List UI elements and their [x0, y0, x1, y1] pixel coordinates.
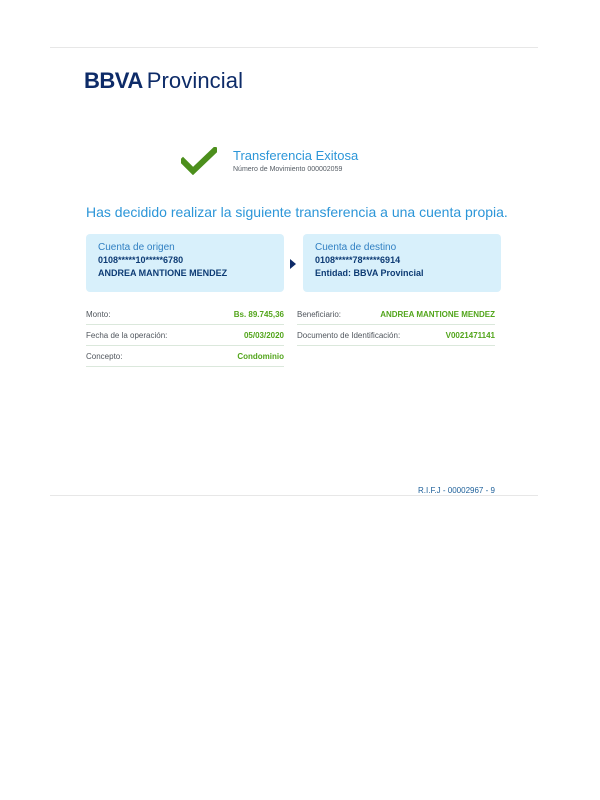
logo-bbva-text: BBVA	[84, 68, 143, 93]
chevron-right-icon	[289, 258, 297, 270]
amount-row	[86, 305, 284, 325]
concept-label: Concepto:	[86, 352, 123, 361]
origin-account-number: 0108*****10*****6780	[98, 255, 184, 265]
rif-number: R.I.F.J - 00002967 - 9	[418, 486, 495, 495]
bbva-provincial-logo	[84, 68, 243, 94]
transfer-details-left	[86, 305, 284, 368]
destination-account-card	[303, 234, 501, 292]
document-label: Documento de Identificación:	[297, 331, 401, 340]
destination-account-number: 0108*****78*****6914	[315, 255, 401, 265]
origin-account-title: Cuenta de origen	[98, 242, 175, 253]
top-divider	[50, 47, 538, 48]
transfer-details-right	[297, 305, 495, 347]
success-title: Transferencia Exitosa	[233, 147, 359, 163]
operation-date-label: Fecha de la operación:	[86, 331, 168, 340]
movement-number-label: Número de Movimiento	[233, 165, 306, 173]
concept-value: Condominio	[237, 352, 284, 361]
success-text-group	[233, 148, 358, 173]
amount-label: Monto:	[86, 310, 111, 319]
origin-account-name: ANDREA MANTIONE MENDEZ	[98, 268, 228, 278]
movement-number: 000002059	[307, 165, 343, 173]
operation-date-value: 05/03/2020	[243, 331, 284, 340]
beneficiary-value: ANDREA MANTIONE MENDEZ	[380, 310, 495, 319]
movement-number-line	[233, 166, 358, 173]
document-row	[297, 326, 495, 346]
logo-provincial-text: Provincial	[146, 68, 244, 93]
transfer-summary: Has decidido realizar la siguiente transferencia a una cuenta propia.	[86, 204, 508, 220]
operation-date-row	[86, 326, 284, 346]
beneficiary-row	[297, 305, 495, 325]
check-icon	[181, 147, 217, 175]
destination-account-entity: Entidad: BBVA Provincial	[315, 268, 424, 278]
document-value: V0021471141	[445, 331, 495, 340]
origin-account-card	[86, 234, 284, 292]
success-message	[181, 147, 358, 175]
destination-account-title: Cuenta de destino	[315, 242, 397, 253]
bottom-divider	[50, 495, 538, 496]
beneficiary-label: Beneficiario:	[297, 310, 342, 319]
concept-row	[86, 347, 284, 367]
amount-value: Bs. 89.745,36	[233, 310, 284, 319]
